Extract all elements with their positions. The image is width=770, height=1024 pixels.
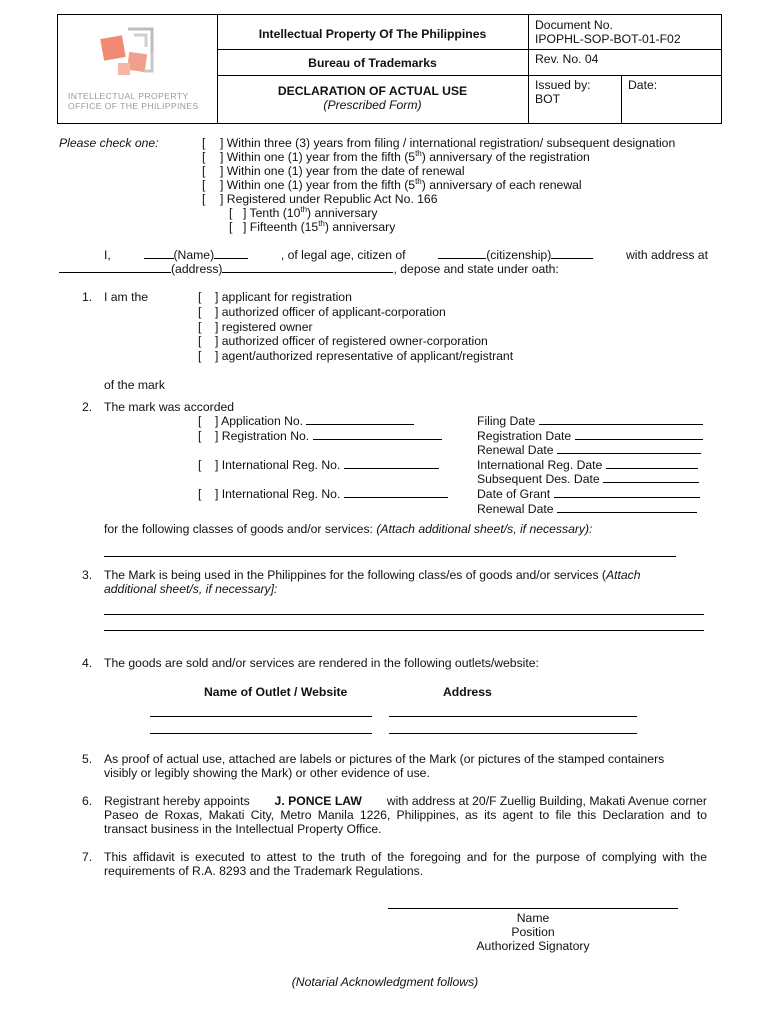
subsequent-des-date-field[interactable]: Subsequent Des. Date xyxy=(477,472,699,486)
application-no-field[interactable]: ] Application No. xyxy=(215,414,414,428)
divider xyxy=(528,49,721,50)
section-text: The Mark is being used in the Philippines for the following class/es of goods and/or services (Attach xyxy=(104,568,641,582)
option-text: ] applicant for registration xyxy=(215,290,352,304)
registration-date-field[interactable]: Registration Date xyxy=(477,429,703,443)
date-of-grant-field[interactable]: Date of Grant xyxy=(477,487,700,501)
option-text: ] registered owner xyxy=(215,320,313,334)
section-text: requirements of R.A. 8293 and the Trademark Regulations. xyxy=(104,864,424,878)
intl-reg-no-field[interactable]: ] International Reg. No. xyxy=(215,458,439,472)
address-blank[interactable] xyxy=(222,262,393,273)
checkbox-bracket[interactable]: [ xyxy=(202,164,206,178)
checkbox-bracket[interactable]: [ xyxy=(198,458,202,472)
section-text: Registrant hereby appoints J. PONCE LAW with address at 20/F Zuellig Building, Makati Avenue corner xyxy=(104,794,707,808)
footer-note: (Notarial Acknowledgment follows) xyxy=(291,975,479,989)
section-text: visibly or legibly showing the Mark) or other evidence of use. xyxy=(104,766,430,780)
section-number: 2. xyxy=(82,400,93,414)
section-number: 1. xyxy=(82,290,93,304)
checkbox-bracket[interactable]: [ xyxy=(198,290,202,304)
option-text: ] agent/authorized representative of applicant/registrant xyxy=(215,349,514,363)
section-label: The mark was accorded xyxy=(104,400,235,414)
option-text: ] authorized officer of registered owner-corporation xyxy=(215,334,488,348)
logo-text: OFFICE OF THE PHILIPPINES xyxy=(68,101,199,111)
check-one-label: Please check one: xyxy=(59,136,159,150)
intro-line-1: I, (Name) , of legal age, citizen of (citizenship) with address at xyxy=(104,248,708,262)
form-subtitle: (Prescribed Form) xyxy=(323,98,422,112)
intl-reg-no-field[interactable]: ] International Reg. No. xyxy=(215,487,448,501)
section-number: 5. xyxy=(82,752,93,766)
signatory-position: Position xyxy=(511,925,555,939)
citizenship-blank[interactable] xyxy=(551,248,593,259)
renewal-date-field[interactable]: Renewal Date xyxy=(477,502,697,516)
signature-line[interactable] xyxy=(388,908,678,909)
checkbox-bracket[interactable]: [ xyxy=(198,320,202,334)
document-header xyxy=(57,14,722,124)
divider xyxy=(217,49,528,50)
checkbox-bracket[interactable]: [ xyxy=(202,136,206,150)
ipophl-logo xyxy=(66,21,216,119)
option-text: ] Registered under Republic Act No. 166 xyxy=(220,192,438,206)
section-text: The goods are sold and/or services are rendered in the following outlets/website: xyxy=(104,656,539,670)
section-tail: of the mark xyxy=(104,378,165,392)
date-label: Date: xyxy=(628,78,658,92)
classes-blank[interactable] xyxy=(104,556,676,557)
name-blank[interactable] xyxy=(214,248,248,259)
outlet-col-header: Name of Outlet / Website xyxy=(204,685,348,699)
divider xyxy=(217,75,721,76)
checkbox-bracket[interactable]: [ xyxy=(198,487,202,501)
option-text: ] Within three (3) years from filing / international registration/ subsequent designation xyxy=(220,136,676,150)
goods-blank[interactable] xyxy=(104,630,704,631)
divider xyxy=(528,15,529,123)
rev-no: Rev. No. 04 xyxy=(535,52,599,66)
doc-no: IPOPHL-SOP-BOT-01-F02 xyxy=(535,32,681,46)
divider xyxy=(621,75,622,123)
filing-date-field[interactable]: Filing Date xyxy=(477,414,703,428)
section-label: I am the xyxy=(104,290,149,304)
option-text: ] Within one (1) year from the fifth (5th) anniversary of each renewal xyxy=(220,176,582,192)
issued-label: Issued by: xyxy=(535,78,591,92)
org-name: Intellectual Property Of The Philippines xyxy=(258,27,487,41)
signatory-name: Name xyxy=(516,911,550,925)
option-text: ] authorized officer of applicant-corporation xyxy=(215,305,446,319)
doc-no-label: Document No. xyxy=(535,18,613,32)
checkbox-bracket[interactable]: [ xyxy=(202,192,206,206)
bureau-name: Bureau of Trademarks xyxy=(308,56,437,70)
option-text: ] Tenth (10th) anniversary xyxy=(243,204,378,220)
section-text: additional sheet/s, if necessary]: xyxy=(104,582,278,596)
section-number: 7. xyxy=(82,850,93,864)
name-blank[interactable] xyxy=(144,248,174,259)
address-blank[interactable] xyxy=(59,262,171,273)
section-text: Paseo de Roxas, Makati City, Metro Manila 1226, Philippines, as its agent to file this Declaration and to xyxy=(104,808,707,822)
checkbox-bracket[interactable]: [ xyxy=(198,414,202,428)
goods-blank[interactable] xyxy=(104,614,704,615)
section-number: 4. xyxy=(82,656,93,670)
address-col-header: Address xyxy=(443,685,492,699)
checkbox-bracket[interactable]: [ xyxy=(198,305,202,319)
citizenship-blank[interactable] xyxy=(438,248,486,259)
checkbox-bracket[interactable]: [ xyxy=(198,334,202,348)
logo-text: INTELLECTUAL PROPERTY xyxy=(68,91,189,101)
outlet-blank[interactable] xyxy=(150,716,372,717)
checkbox-bracket[interactable]: [ xyxy=(198,429,202,443)
checkbox-bracket[interactable]: [ xyxy=(229,220,233,234)
section-text: transact business in the Intellectual Property Office. xyxy=(104,822,382,836)
registration-no-field[interactable]: ] Registration No. xyxy=(215,429,442,443)
issued-by: BOT xyxy=(535,92,561,106)
section-number: 3. xyxy=(82,568,93,582)
address-blank[interactable] xyxy=(389,716,637,717)
intro-line-2: (address) , depose and state under oath: xyxy=(59,262,559,276)
section-number: 6. xyxy=(82,794,93,808)
checkbox-bracket[interactable]: [ xyxy=(202,150,206,164)
form-title: DECLARATION OF ACTUAL USE xyxy=(277,84,468,98)
address-blank[interactable] xyxy=(389,733,637,734)
option-text: ] Within one (1) year from the date of renewal xyxy=(220,164,465,178)
classes-text: for the following classes of goods and/or services: (Attach additional sheet/s, if necessary): xyxy=(104,522,593,536)
outlet-blank[interactable] xyxy=(150,733,372,734)
option-text: ] Fifteenth (15th) anniversary xyxy=(243,218,396,234)
logo-mark-icon xyxy=(98,23,168,83)
section-text: As proof of actual use, attached are labels or pictures of the Mark (or pictures of the stamped containers xyxy=(104,752,665,766)
intl-reg-date-field[interactable]: International Reg. Date xyxy=(477,458,698,472)
checkbox-bracket[interactable]: [ xyxy=(198,349,202,363)
option-text: ] Within one (1) year from the fifth (5th) anniversary of the registration xyxy=(220,148,590,164)
renewal-date-field[interactable]: Renewal Date xyxy=(477,443,701,457)
section-text: This affidavit is executed to attest to the truth of the foregoing and for the purpose of complying with the xyxy=(104,850,707,864)
signatory-caption: Authorized Signatory xyxy=(476,939,590,953)
checkbox-bracket[interactable]: [ xyxy=(229,206,233,220)
checkbox-bracket[interactable]: [ xyxy=(202,178,206,192)
